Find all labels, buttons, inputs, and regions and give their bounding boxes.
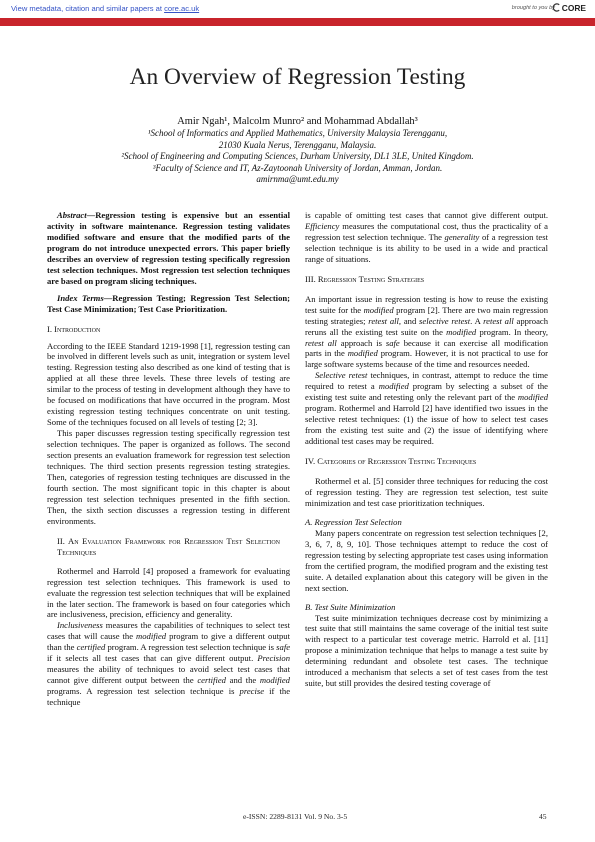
strategies-paragraph-1: An important issue in regression testing is how to reuse the existing test suite for the modified program [2]. There are two main regression testing strategies; retest all, and selective retest. A retest all approach reruns all the existing test suite on the modified program. In theory, retest all approach is safe because it can exercise all modification parts in the modified program. However, it is not practical to use for large software systems because of the time and resources needed.	[305, 293, 549, 370]
affiliation-1: ¹School of Informatics and Applied Mathematics, University Malaysia Terengganu,	[147, 128, 448, 138]
section-heading-evaluation-framework: II. An Evaluation Framework for Regression Test Selection Techniques	[57, 535, 280, 557]
affiliation-1-address: 21030 Kuala Nerus, Terengganu, Malaysia.	[218, 139, 377, 150]
section-heading-categories: IV. Categories of Regression Testing Techniques	[305, 456, 477, 467]
affiliation-3: ³Faculty of Science and IT, Az-Zaytoonah University of Jordan, Amman, Jordan.	[152, 162, 443, 173]
provided-by-text[interactable]: provided by Universiti Teknikal Malaysia Melaka: UTeM Open Journal System	[398, 36, 583, 43]
index-terms-label: Index Terms—	[57, 292, 113, 303]
intro-paragraph-2: This paper discusses regression testing specifically regression test selection techniques. The paper is organized as follows. The second section presents an evaluation framework for regression test selection techniques. The third section presents regression testing strategies. Then, categories of regression testing techniques are discussed in the fourth section. The most significant topic in this chapter is about regression test selection techniques presented in the fifth section. Then, the sixth section discusses a regression testing in different environments.	[47, 428, 290, 526]
index-terms	[47, 293, 290, 315]
left-column	[47, 210, 290, 708]
section-heading-introduction: I. Introduction	[47, 323, 101, 334]
page-number: 45	[539, 812, 547, 821]
regression-test-selection-paragraph: Many papers concentrate on regression test selection techniques [2, 3, 6, 7, 8, 9, 10]. Those techniques attempt to reduce the cost of regression testing by selecting appropriate test cases using information from the certified program, the modified program and the existing test suite. A detailed explanation about this category will be given in the next section.	[305, 527, 548, 593]
paper-authors: Amir Ngah¹, Malcolm Munro² and Mohammad Abdallah³	[177, 116, 418, 127]
core-site-link[interactable]: core.ac.uk	[164, 4, 200, 13]
subsection-test-suite-minimization: B. Test Suite Minimization	[305, 601, 396, 612]
footer-issn: e-ISSN: 2289-8131 Vol. 9 No. 3-5	[243, 812, 348, 821]
paper-title: An Overview of Regression Testing	[129, 64, 466, 90]
view-metadata-text: View metadata, citation and similar papers at	[11, 4, 165, 13]
core-label[interactable]: CORE	[561, 3, 586, 13]
evaluation-paragraph-1: Rothermel and Harrold [4] proposed a framework for evaluating regression test selection techniques. This framework is used to evaluate the regression test selection techniques that will be explained in the later section. The framework is based on four categories which are inclusiveness, precision, efficiency and generality.	[47, 565, 290, 620]
provider-banner	[0, 18, 595, 43]
evaluation-paragraph-2: Inclusiveness measures the capabilities of techniques to select test cases that will cause the modified program to give a different output than the certified program. A regression test selection technique is safe if it selects all test cases that can give different output. Precision measures the ability of techniques to avoid select test cases that cannot give different output between the certified and the modified programs. A regression test selection technique is precise if the technique	[47, 620, 291, 708]
abstract-label: Abstract—	[57, 210, 96, 220]
author-email[interactable]: amirnma@umt.edu.my	[256, 174, 339, 184]
abstract	[47, 210, 290, 287]
core-logo-icon	[552, 3, 561, 12]
section-heading-strategies: III. Regression Testing Strategies	[305, 273, 425, 284]
subsection-regression-test-selection: A. Regression Test Selection	[305, 516, 402, 527]
index-terms-text: Regression Testing; Regression Test Selection; Test Case Minimization; Test Case Prioritization.	[47, 292, 291, 314]
core-banner	[0, 0, 595, 17]
intro-paragraph-1: According to the IEEE Standard 1219-1998 [1], regression testing can be involved in different levels such as unit, integration or system level testing. Regression testing also described as one kind of testing that is applied at all these three levels. These three levels of testing are similar to the process of testing in development although they have to be focused on modifications that have occurred in the program. Most existing regression testing techniques concentrate on unit testing. Some of the techniques focused on all levels of testing [2; 3].	[47, 340, 290, 428]
test-suite-minimization-paragraph: Test suite minimization techniques decrease cost by minimizing a test suite that still maintains the same coverage of the initial test suite with respect to a particular test coverage metric. Harrold et al. [11] propose a minimization technique that helps to manage a test suite by determining redundant and obsolete test cases. The technique introduced a mechanism that selects a set of test cases from the test suite, but still provides the desired testing coverage of	[305, 612, 548, 689]
abstract-text: Regression testing is expensive but an essential activity in software maintenance. Regression testing validates modified software and ensure that the modified parts of the program do not introduce unexpected errors. This paper briefly describes an overview of regression testing specifically regression test selection techniques. Most regression test selection techniques are based on program slicing techniques.	[47, 210, 290, 286]
right-column	[305, 210, 548, 689]
affiliation-2: ²School of Engineering and Computing Sciences, Durham University, DL1 3LE, United Kingdom.	[121, 151, 474, 161]
strategies-paragraph-2: Selective retest techniques, in contrast, attempt to reduce the time required to retest a modified program by selecting a subset of the existing test suite and retesting only the relevant part of the modified program. Rothermel and Harrold [2] have identified two issues in the selective retest techniques: (1) the issue of how to select test cases from the existing test suite and (2) the issue of identifying where additional test cases may be required.	[305, 370, 548, 447]
view-metadata-link[interactable]	[11, 4, 199, 13]
evaluation-paragraph-continued: is capable of omitting test cases that cannot give different output. Efficiency measures the computational cost, thus the practicality of a regression test selection technique. The generality of a regression test selection technique is its ability to be used in a wide and practical range of situations.	[305, 210, 548, 264]
brought-by-text: brought to you by	[511, 5, 555, 11]
categories-paragraph: Rothermel et al. [5] consider three techniques for reducing the cost of regression testing. They are regression test selection, test suite minimization and test case prioritization techniques.	[305, 476, 548, 508]
